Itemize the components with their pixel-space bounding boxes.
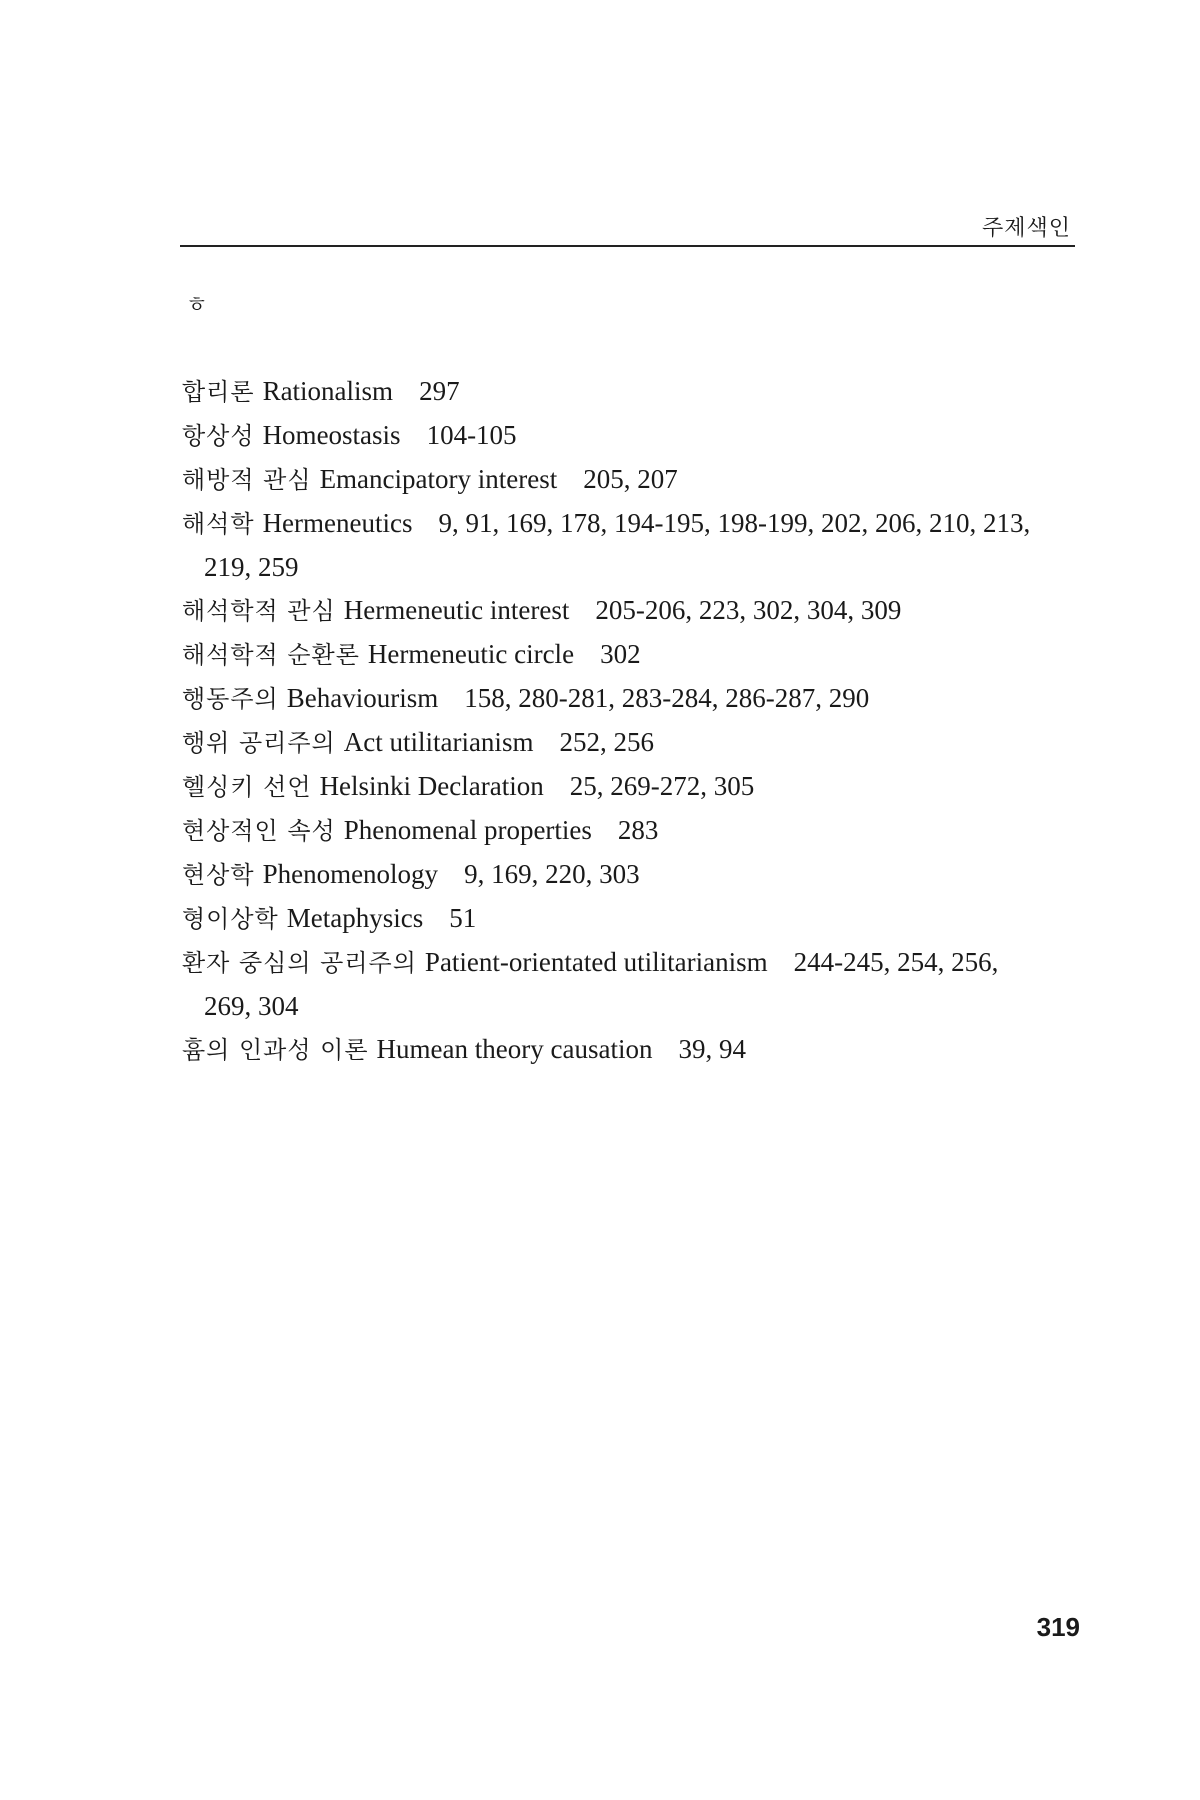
entry-page-refs: 244-245, 254, 256, [793,947,999,977]
page-number: 319 [1036,1612,1080,1642]
entry-korean-term: 현상학 [182,861,255,889]
entry-korean-term: 해석학적 관심 [182,597,336,625]
index-entry [182,677,1082,721]
entry-english-term: Hermeneutic interest [343,595,570,625]
entry-korean-term: 해석학 [182,510,255,538]
entry-korean-term: 해석학적 순환론 [182,641,360,669]
section-letter: ㅎ [186,293,208,318]
entry-korean-term: 현상적인 속성 [182,817,336,845]
entry-english-term: Hermeneutic circle [367,639,575,669]
index-entry [182,941,1082,1028]
entry-english-term: Homeostasis [262,420,401,450]
entry-english-term: Phenomenal properties [343,815,592,845]
entry-english-term: Humean theory causation [376,1034,653,1064]
entry-page-refs: 302 [600,639,641,669]
index-entry [182,589,1082,633]
index-entry [182,765,1082,809]
entry-english-term: Metaphysics [286,903,424,933]
entry-page-refs: 205, 207 [583,464,678,494]
entry-page-refs: 297 [419,376,460,406]
index-entry [182,458,1082,502]
entry-korean-term: 행위 공리주의 [182,729,336,757]
entry-korean-term: 합리론 [182,378,255,406]
index-list [182,370,1082,1072]
entry-korean-term: 행동주의 [182,685,279,713]
index-entry [182,1028,1082,1072]
entry-korean-term: 해방적 관심 [182,466,312,494]
entry-page-refs: 205-206, 223, 302, 304, 309 [595,595,902,625]
entry-english-term: Helsinki Declaration [319,771,544,801]
index-entry [182,414,1082,458]
entry-page-refs: 283 [617,815,659,845]
entry-page-refs: 104-105 [426,420,517,450]
entry-page-refs: 158, 280-281, 283-284, 286-287, 290 [464,683,870,713]
entry-page-refs-continued: 269, 304 [204,991,299,1021]
running-head-title: 주제색인 [981,216,1071,241]
entry-korean-term: 흄의 인과성 이론 [182,1036,369,1064]
entry-english-term: Act utilitarianism [343,727,534,757]
entry-korean-term: 헬싱키 선언 [182,773,312,801]
index-entry [182,633,1082,677]
entry-english-term: Behaviourism [286,683,439,713]
entry-english-term: Rationalism [262,376,394,406]
entry-korean-term: 항상성 [182,422,255,450]
entry-english-term: Emancipatory interest [319,464,558,494]
entry-english-term: Phenomenology [262,859,439,889]
running-head [180,205,1075,247]
entry-page-refs: 9, 169, 220, 303 [464,859,640,889]
entry-korean-term: 환자 중심의 공리주의 [182,949,417,977]
index-entry [182,809,1082,853]
entry-english-term: Patient-orientated utilitarianism [424,947,768,977]
entry-page-refs-continued: 219, 259 [204,552,299,582]
index-entry [182,370,1082,414]
index-entry [182,502,1082,589]
index-entry [182,897,1082,941]
entry-page-refs: 25, 269-272, 305 [569,771,755,801]
entry-english-term: Hermeneutics [262,508,413,538]
entry-page-refs: 51 [449,903,477,933]
index-entry [182,853,1082,897]
entry-page-refs: 252, 256 [559,727,654,757]
entry-korean-term: 형이상학 [182,905,279,933]
entry-page-refs: 9, 91, 169, 178, 194-195, 198-199, 202, 206, 210, 213, [438,508,1031,538]
entry-page-refs: 39, 94 [678,1034,746,1064]
index-entry [182,721,1082,765]
